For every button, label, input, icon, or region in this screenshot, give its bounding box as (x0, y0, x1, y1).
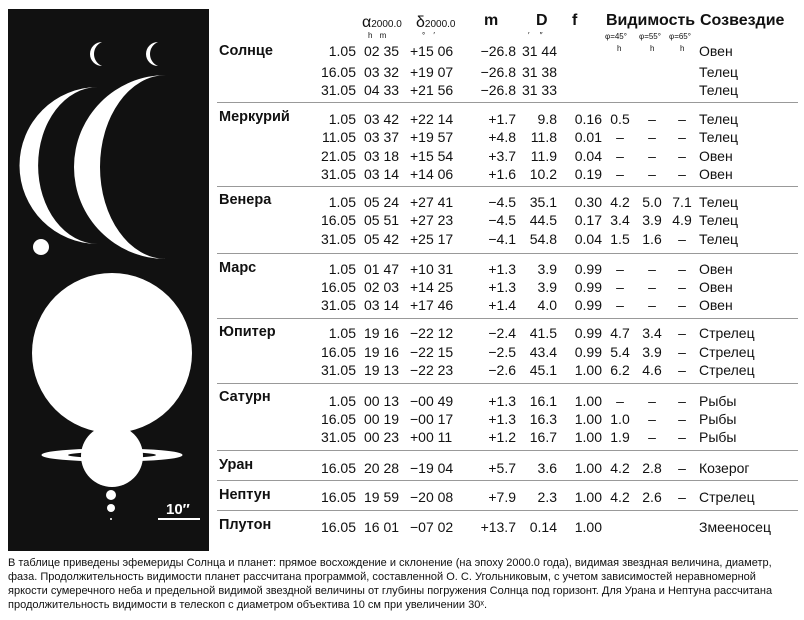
header-diam: D (536, 12, 548, 29)
section-divider (217, 186, 798, 187)
section-divider (217, 510, 798, 511)
body-name-mercury: Меркурий (219, 109, 290, 125)
body-name-venus: Венера (219, 192, 272, 208)
section-divider (217, 102, 798, 103)
header-lat-45: φ=45° (605, 32, 627, 41)
neptune-disk (107, 504, 115, 512)
planet-disks-illustration (8, 9, 209, 551)
header-mag: m (484, 12, 499, 29)
header-constellation: Созвездие (700, 12, 785, 29)
header-visibility: Видимость (606, 12, 696, 29)
body-name-neptune: Нептун (219, 487, 271, 503)
uranus-disk (106, 490, 116, 500)
section-divider (217, 383, 798, 384)
mercury-crescent-2 (90, 42, 102, 66)
body-name-saturn: Сатурн (219, 389, 271, 405)
header-phase: f (572, 12, 578, 29)
header-lat-65: φ=65° (669, 32, 691, 41)
pluto-disk (110, 518, 112, 520)
body-name-sun: Солнце (219, 43, 273, 59)
header-ra: α2000.0 (362, 14, 402, 31)
body-name-pluto: Плутон (219, 517, 272, 533)
scale-bar-label: 10″ (166, 501, 190, 518)
header-h-65: h (680, 44, 685, 53)
table-caption: В таблице приведены эфемериды Солнца и планет: прямое восхождение и склонение (на эпоху 2000.0 года), видимая звездная величина, диаметр, фаза. Продолжительность видимости планет рассчитана программой, составленной О. С. Угольниковым, с учетом зависимостей неравномерной яркости сумеречного неба и предельной видимой звездной величины от глубины погружения Солнца под горизонт. Для Урана и Нептуна рассчитана продолжительность видимости в телескоп с диаметром объектива 10 см при увеличении 30ˣ. (8, 557, 773, 611)
section-divider (217, 253, 798, 254)
mercury-crescent-3 (146, 42, 158, 66)
mars-disk (33, 239, 49, 255)
section-divider (217, 450, 798, 451)
header-diam-units: ′ ″ (528, 31, 543, 40)
jupiter-disk (32, 273, 192, 433)
mercury-crescent-1 (37, 41, 50, 67)
saturn-disk (81, 425, 143, 487)
header-h-55: h (650, 44, 655, 53)
scale-bar (158, 518, 200, 520)
header-lat-55: φ=55° (639, 32, 661, 41)
header-dec-units: ° ′ (422, 31, 435, 40)
section-divider (217, 318, 798, 319)
header-h-45: h (617, 44, 622, 53)
header-dec: δ2000.0 (416, 14, 456, 31)
venus-crescent-2 (74, 75, 166, 259)
body-name-jupiter: Юпитер (219, 324, 276, 340)
planet-disks-panel (8, 9, 209, 551)
header-ra-units: h m (368, 31, 387, 40)
body-name-mars: Марс (219, 260, 257, 276)
section-divider (217, 480, 798, 481)
body-name-uranus: Уран (219, 457, 254, 473)
